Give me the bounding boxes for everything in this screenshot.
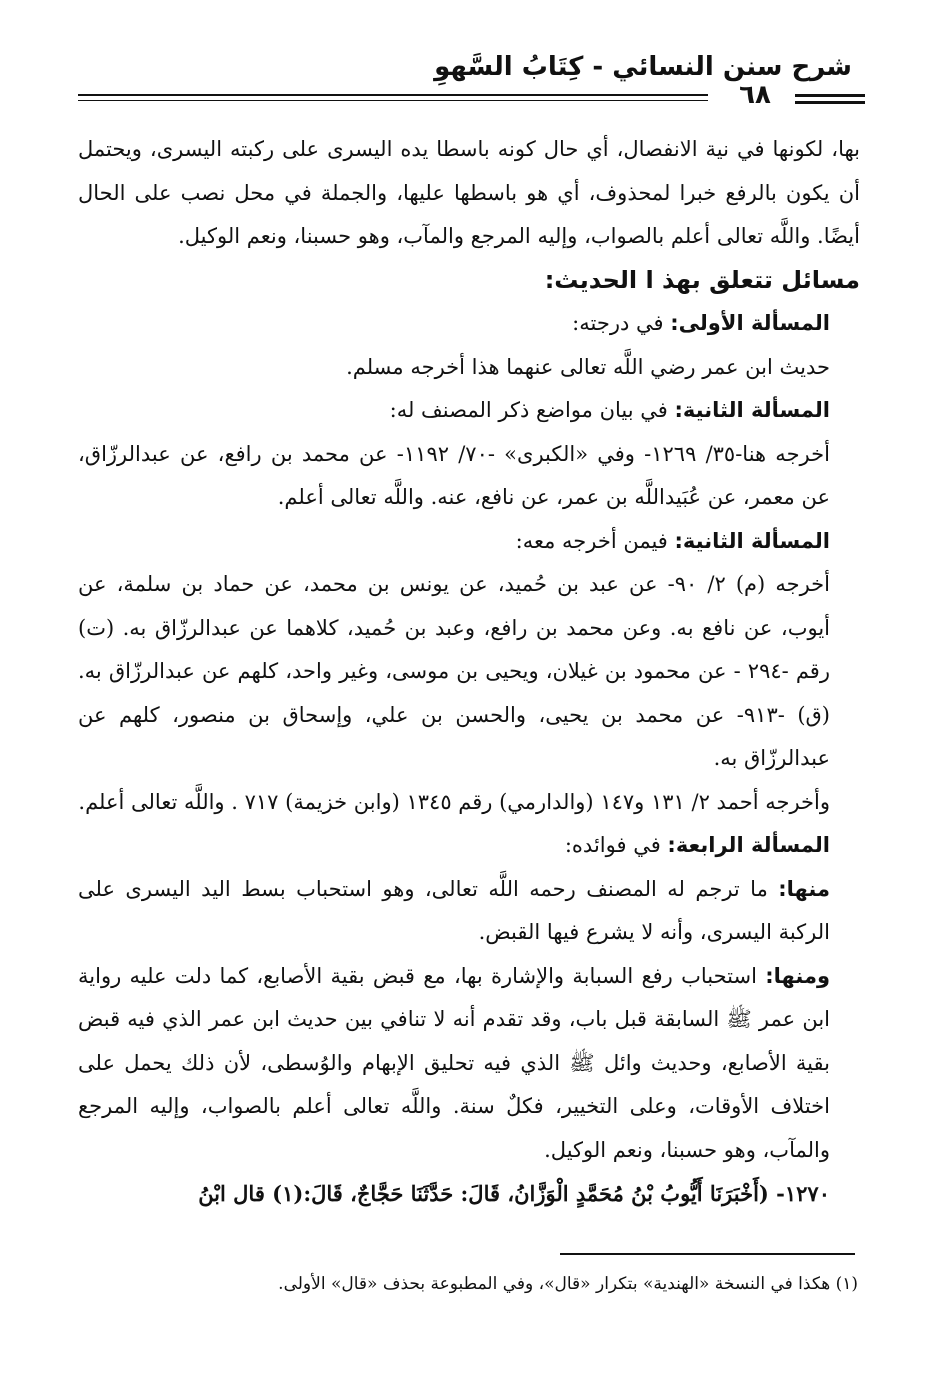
issue-one <box>78 302 860 346</box>
issue-four <box>78 824 860 868</box>
benefit-label: منها: <box>778 876 830 901</box>
intro-paragraph: بها، لكونها في نية الانفصال، أي حال كونه باسطا يده اليسرى على ركبته اليسرى، ويحتمل أن يكون بالرفع خبرا لمحذوف، أي هو باسطها عليها، والجملة في محل نصب على الحال أيضًا. واللَّه تعالى أعلم بالصواب، وإليه المرجع والمآب، وهو حسبنا، ونعم الوكيل. <box>78 137 860 248</box>
issue-label: المسألة الثانية: <box>674 398 830 422</box>
main-text <box>78 128 860 1216</box>
benefit-text: ما ترجم له المصنف رحمه اللَّه تعالى، وهو استحباب بسط اليد اليسرى على الركبة اليسرى، وأنه لا يشرع فيها القبض. <box>78 876 830 944</box>
benefit-one <box>78 868 860 955</box>
issue-title: في درجته: <box>572 311 671 335</box>
issue-three-text: أخرجه (م) ٢/ ٩٠- عن عبد بن حُميد، عن يونس بن محمد، عن حماد بن سلمة، عن أيوب، عن نافع به. وعن محمد بن رافع، وعبد بن حُميد، كلاهما عن عبدالرزّاق به. (ت) رقم -٢٩٤ - عن محمود بن غيلان، ويحيى بن موسى، وغير واحد، كلهم عن عبدالرزّاق به. (ق) -٩١٣- عن محمد بن يحيى، والحسن بن علي، وإسحاق بن منصور، كلهم عن عبدالرزّاق به. <box>78 572 830 770</box>
issue-one-text: حديث ابن عمر رضي اللَّه تعالى عنهما هذا أخرجه مسلم. <box>346 354 830 379</box>
header-rule <box>78 94 708 96</box>
section-heading: مسائل تتعلق بهذ ا الحديث: <box>544 265 860 294</box>
issue-title: في بيان مواضع ذكر المصنف له: <box>389 398 675 422</box>
issue-three <box>78 520 860 564</box>
benefit-two <box>78 955 860 1173</box>
page-number: ٦٨ <box>739 80 771 110</box>
footnote: (١) هكذا في النسخة «الهندية» بتكرار «قال»، وفي المطبوعة بحذف «قال» الأولى. <box>278 1274 858 1294</box>
issue-two <box>78 389 860 433</box>
issue-label: المسألة الأولى: <box>670 311 830 335</box>
hadith-line: ١٢٧٠- (أَخْبَرَنَا أَيُّوبُ بْنُ مُحَمَّدٍ الْوَزَّانُ، قَالَ: حَدَّثَنَا حَجَّاجٌ، قَالَ:(١) قال ابْنُ <box>198 1181 830 1206</box>
issue-three-text-2: وأخرجه أحمد ٢/ ١٣١ و١٤٧ (والدارمي) رقم ١٣٤٥ (وابن خزيمة) ٧١٧ . واللَّه تعالى أعلم. <box>78 789 830 814</box>
issue-two-text: أخرجه هنا-٣٥/ ١٢٦٩- وفي «الكبرى» -٧٠/ ١١٩٢- عن محمد بن رافع، عن عبدالرزّاق، عن معمر، عن عُبَيداللَّه بن عمر، عن نافع، عنه. واللَّه تعالى أعلم. <box>78 441 830 509</box>
header-rule <box>78 100 708 101</box>
benefit-text: استحباب رفع السبابة والإشارة بها، مع قبض بقية الأصابع، كما دلت عليه رواية ابن عمر ﷺ السابقة قبل باب، وقد تقدم أنه لا تنافي بين حديث ابن عمر الذي فيه قبض بقية الأصابع، وحديث وائل ﷺ الذي فيه تحليق الإبهام والوُسطى، لأن ذلك يحمل على اختلاف الأوقات، وعلى التخيير، فكلٌ سنة. واللَّه تعالى أعلم بالصواب، وإليه المرجع والمآب، وهو حسبنا، ونعم الوكيل. <box>78 963 830 1162</box>
footnote-rule <box>560 1253 855 1255</box>
header-rule <box>795 94 865 97</box>
running-title: شرح سنن النسائي - كِتَابُ السَّهوِ <box>434 52 852 82</box>
issue-label: المسألة الرابعة: <box>667 833 830 857</box>
issue-title: فيمن أخرجه معه: <box>515 528 675 553</box>
benefit-label: ومنها: <box>765 963 830 988</box>
issue-title: في فوائده: <box>564 833 668 857</box>
issue-label: المسألة الثانية: <box>674 528 830 553</box>
header-rule <box>795 101 865 104</box>
